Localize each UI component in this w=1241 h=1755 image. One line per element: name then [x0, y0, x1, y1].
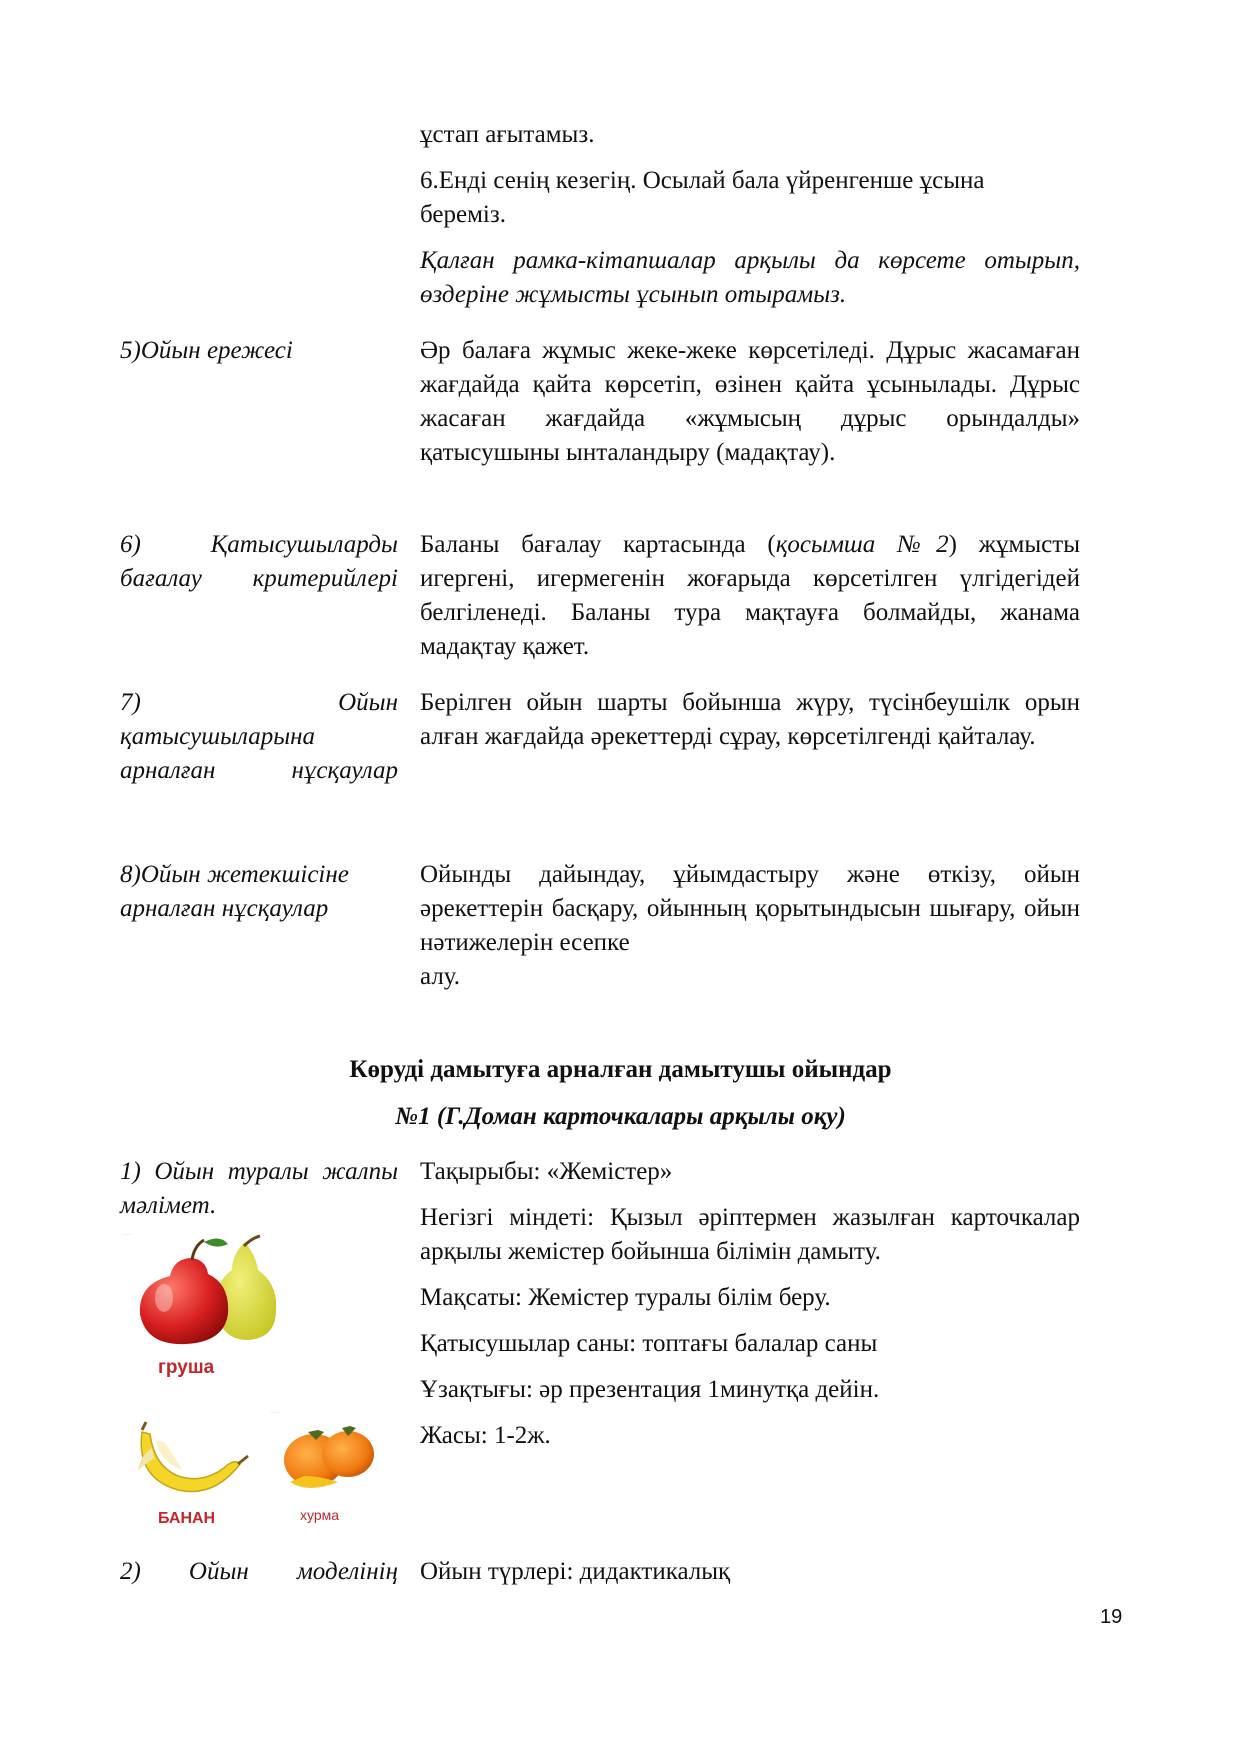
game2-text: Ойын түрлері: дидактикалық — [420, 1558, 731, 1585]
section-subheading: №1 (Г.Доман карточкалары арқылы оқу) — [395, 1103, 846, 1130]
page-number: 19 — [1100, 1606, 1123, 1628]
game1-info — [420, 1155, 1080, 1465]
game1-topic: Тақырыбы: «Жемістер» — [420, 1158, 673, 1185]
row5-text: Әр балаға жұмыс жеке-жеке көрсетіледі. Дұрыс жасамаған жағдайда қайта көрсетіп, өзінен қайта ұсынылады. Дұрыс жасаған жағдайда «жұмысың дұрыс орындалды» қатысушыны ынталандыру (мадақтау). — [420, 337, 1080, 466]
pear-caption: груша — [158, 1357, 215, 1378]
banana-caption: БАНАН — [158, 1510, 216, 1527]
pear-card: ····· груша — [120, 1232, 290, 1387]
row6-text-after: ) жұмысты игергені, игермегенін жоғарыда көрсетілген үлгідегідей белгіленеді. Баланы тура мақтауға болмайды, жанама мадақтау қажет. — [420, 531, 1080, 660]
row8-label: 8)Ойын жетекшісіне арналған нұсқаулар — [120, 861, 349, 922]
row8-text-line2: алу. — [420, 963, 461, 990]
game1-goal: Мақсаты: Жемістер туралы білім беру. — [420, 1284, 831, 1311]
persimmon-caption: хурма — [300, 1507, 340, 1523]
row6-label: 6) Қатысушыларды бағалау критерийлері — [120, 531, 398, 592]
row7-text: Берілген ойын шарты бойынша жүру, түсінбеушілк орын алған жағдайда әрекеттерді сұрау, көрсетілгенді қайталау. — [420, 689, 1080, 750]
pear-icon — [120, 1232, 290, 1352]
game2-label: 2) Ойын моделінің — [120, 1558, 398, 1585]
top-line1: ұстап ағытамыз. — [420, 121, 595, 148]
banana-icon — [128, 1418, 258, 1503]
section-heading: Көруді дамытуға арналған дамытушы ойындар — [349, 1056, 892, 1083]
row6-text-before: Баланы бағалау картасында ( — [420, 531, 776, 558]
row7-label: 7) Ойын қатысушыларына арналған нұсқаулар — [120, 689, 398, 784]
game1-duration: Ұзақтығы: әр презентация 1минутқа дейін. — [420, 1376, 880, 1403]
persimmon-icon — [268, 1410, 388, 1500]
row8-text — [420, 858, 1080, 994]
persimmon-card: ····· хурма — [268, 1410, 388, 1532]
banana-card — [128, 1418, 258, 1533]
row8-text-line1: Ойынды дайындау, ұйымдастыру және өткізу, ойын әрекеттерін басқару, ойынның қорытындысын шығару, ойын нәтижелерін есепке — [420, 861, 1080, 956]
top-para2: 6.Енді сенің кезегің. Осылай бала үйренгенше ұсына береміз. — [420, 167, 985, 228]
game1-label: 1) Ойын туралы жалпы мәлімет. — [120, 1158, 398, 1219]
game1-age: Жасы: 1-2ж. — [420, 1422, 551, 1449]
row5-label: 5)Ойын ережесі — [120, 337, 293, 364]
top-continuation — [420, 118, 1080, 324]
row6-text-italic: қосымша №2 — [775, 531, 949, 558]
top-para3: Қалған рамка-кітапшалар арқылы да көрсете отырып, өздеріне жұмысты ұсынып отырамыз. — [420, 247, 1080, 308]
game1-participants: Қатысушылар саны: топтағы балалар саны — [420, 1330, 878, 1357]
row6-text — [420, 528, 1080, 664]
game1-task: Негізгі міндеті: Қызыл әріптермен жазылған карточкалар арқылы жемістер бойынша білімін дамыту. — [420, 1204, 1080, 1265]
